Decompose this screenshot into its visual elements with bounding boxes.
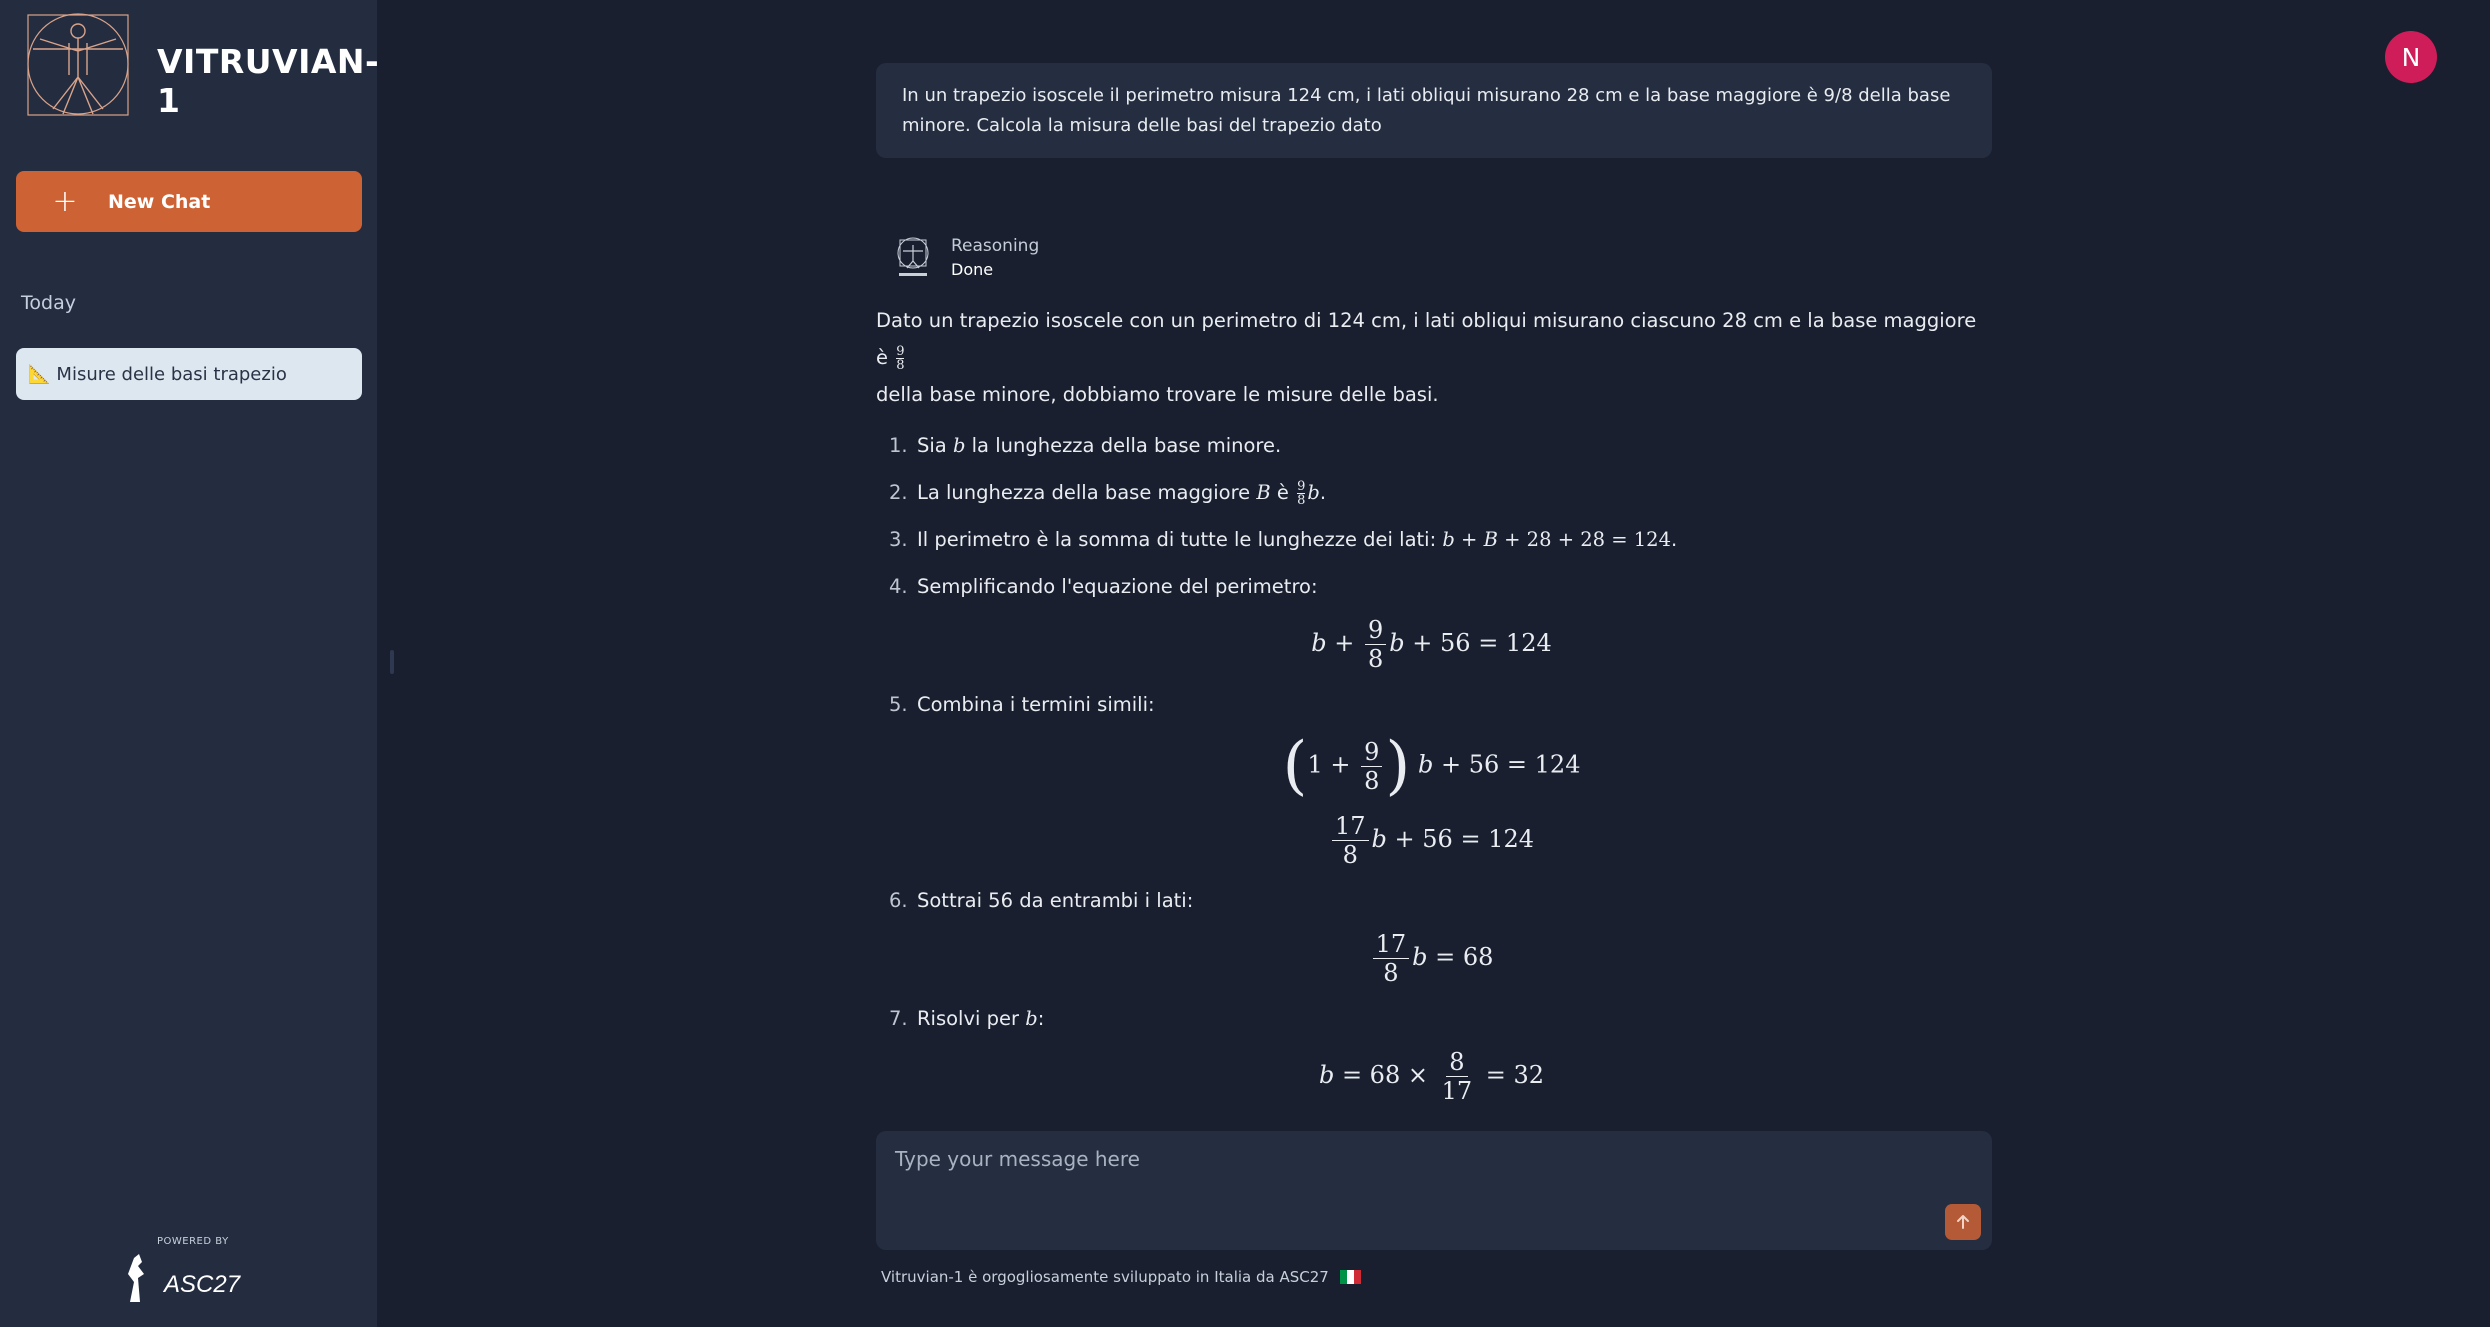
equation-solution: b = 68 × $\frac{8}{17}$ = 32 bbox=[1318, 1048, 1545, 1105]
reasoning-toggle[interactable]: Reasoning bbox=[951, 236, 1040, 256]
assistant-avatar-icon bbox=[895, 235, 931, 279]
user-message: In un trapezio isoscele il perimetro misura 124 cm, i lati obliqui misurano 28 cm e la base maggiore è 9/8 della base minore. Calcola la misura delle basi del trapezio dato bbox=[876, 63, 1992, 158]
vitruvian-logo-icon bbox=[25, 9, 131, 119]
equation-combined: (1 + $\frac{9}{8}$ ) b + 56 = 124 bbox=[1282, 729, 1581, 803]
step-2: 2. La lunghezza della base maggiore B è $\frac{9}{8}$ b. bbox=[889, 479, 1327, 508]
step-3: 3. Il perimetro è la somma di tutte le lunghezze dei lati: b + B + 28 + 28 = 124. bbox=[889, 528, 1678, 551]
sidebar bbox=[0, 0, 380, 1327]
answer-intro: Dato un trapezio isoscele con un perimetro di 124 cm, i lati obliqui misurano ciascuno 28 cm e la base maggiore è $\frac{9}{8}$ della base minore, dobbiamo trovare le misure delle basi. bbox=[876, 309, 1977, 406]
fraction-nine-eighths: $\frac{9}{8}$ bbox=[896, 344, 905, 373]
step-5: 5. Combina i termini simili: (1 + $\frac{9}{8}$ ) b + 56 = 124 $\frac{17}{8}$ b + 56 = 124 bbox=[876, 690, 1986, 869]
step-4: 4. Semplificando l'equazione del perimetro: b + $\frac{9}{8}$ b + 56 = 124 bbox=[876, 572, 1986, 673]
arrow-up-icon bbox=[1954, 1213, 1972, 1231]
triangle-ruler-icon: 📐 bbox=[28, 363, 51, 385]
new-chat-button[interactable] bbox=[16, 171, 362, 232]
step-7: 7. Risolvi per b: b = 68 × $\frac{8}{17}$ = 32 bbox=[876, 1004, 1986, 1105]
step-1: 1. Sia b la lunghezza della base minore. bbox=[889, 434, 1282, 457]
solution-steps bbox=[876, 431, 1986, 1105]
plus-icon: + bbox=[52, 183, 78, 219]
new-chat-label: New Chat bbox=[108, 190, 211, 213]
asc27-logo-text: ASC27 bbox=[164, 1271, 241, 1298]
equation-subtracted: $\frac{17}{8}$ b = 68 bbox=[877, 930, 1986, 987]
user-avatar[interactable]: N bbox=[2385, 31, 2437, 83]
footer-text: Vitruvian-1 è orgogliosamente sviluppato in Italia da ASC27 bbox=[881, 1268, 1329, 1286]
reasoning-status: Done bbox=[951, 260, 994, 279]
message-input[interactable] bbox=[893, 1145, 1947, 1229]
assistant-answer bbox=[876, 302, 1986, 1122]
italy-flag-icon bbox=[1340, 1270, 1361, 1284]
equation-perimeter: b + $\frac{9}{8}$ b + 56 = 124 bbox=[1311, 616, 1552, 673]
equation-simplified: $\frac{17}{8}$ b + 56 = 124 bbox=[877, 812, 1986, 869]
message-composer bbox=[876, 1131, 1992, 1250]
asc27-logo bbox=[124, 1252, 256, 1310]
chat-history-item[interactable] bbox=[16, 348, 362, 400]
send-button[interactable] bbox=[1945, 1204, 1981, 1240]
brand-title: VITRUVIAN-1 bbox=[157, 42, 380, 120]
step-6: 6. Sottrai 56 da entrambi i lati: $\frac{17}{8}$ b = 68 bbox=[876, 886, 1986, 987]
chat-history-title: Misure delle basi trapezio bbox=[56, 363, 287, 385]
footer-note bbox=[881, 1268, 1361, 1286]
sidebar-collapse-handle[interactable] bbox=[390, 650, 394, 674]
powered-by-label: POWERED BY bbox=[157, 1236, 229, 1247]
section-label-today: Today bbox=[21, 292, 76, 314]
